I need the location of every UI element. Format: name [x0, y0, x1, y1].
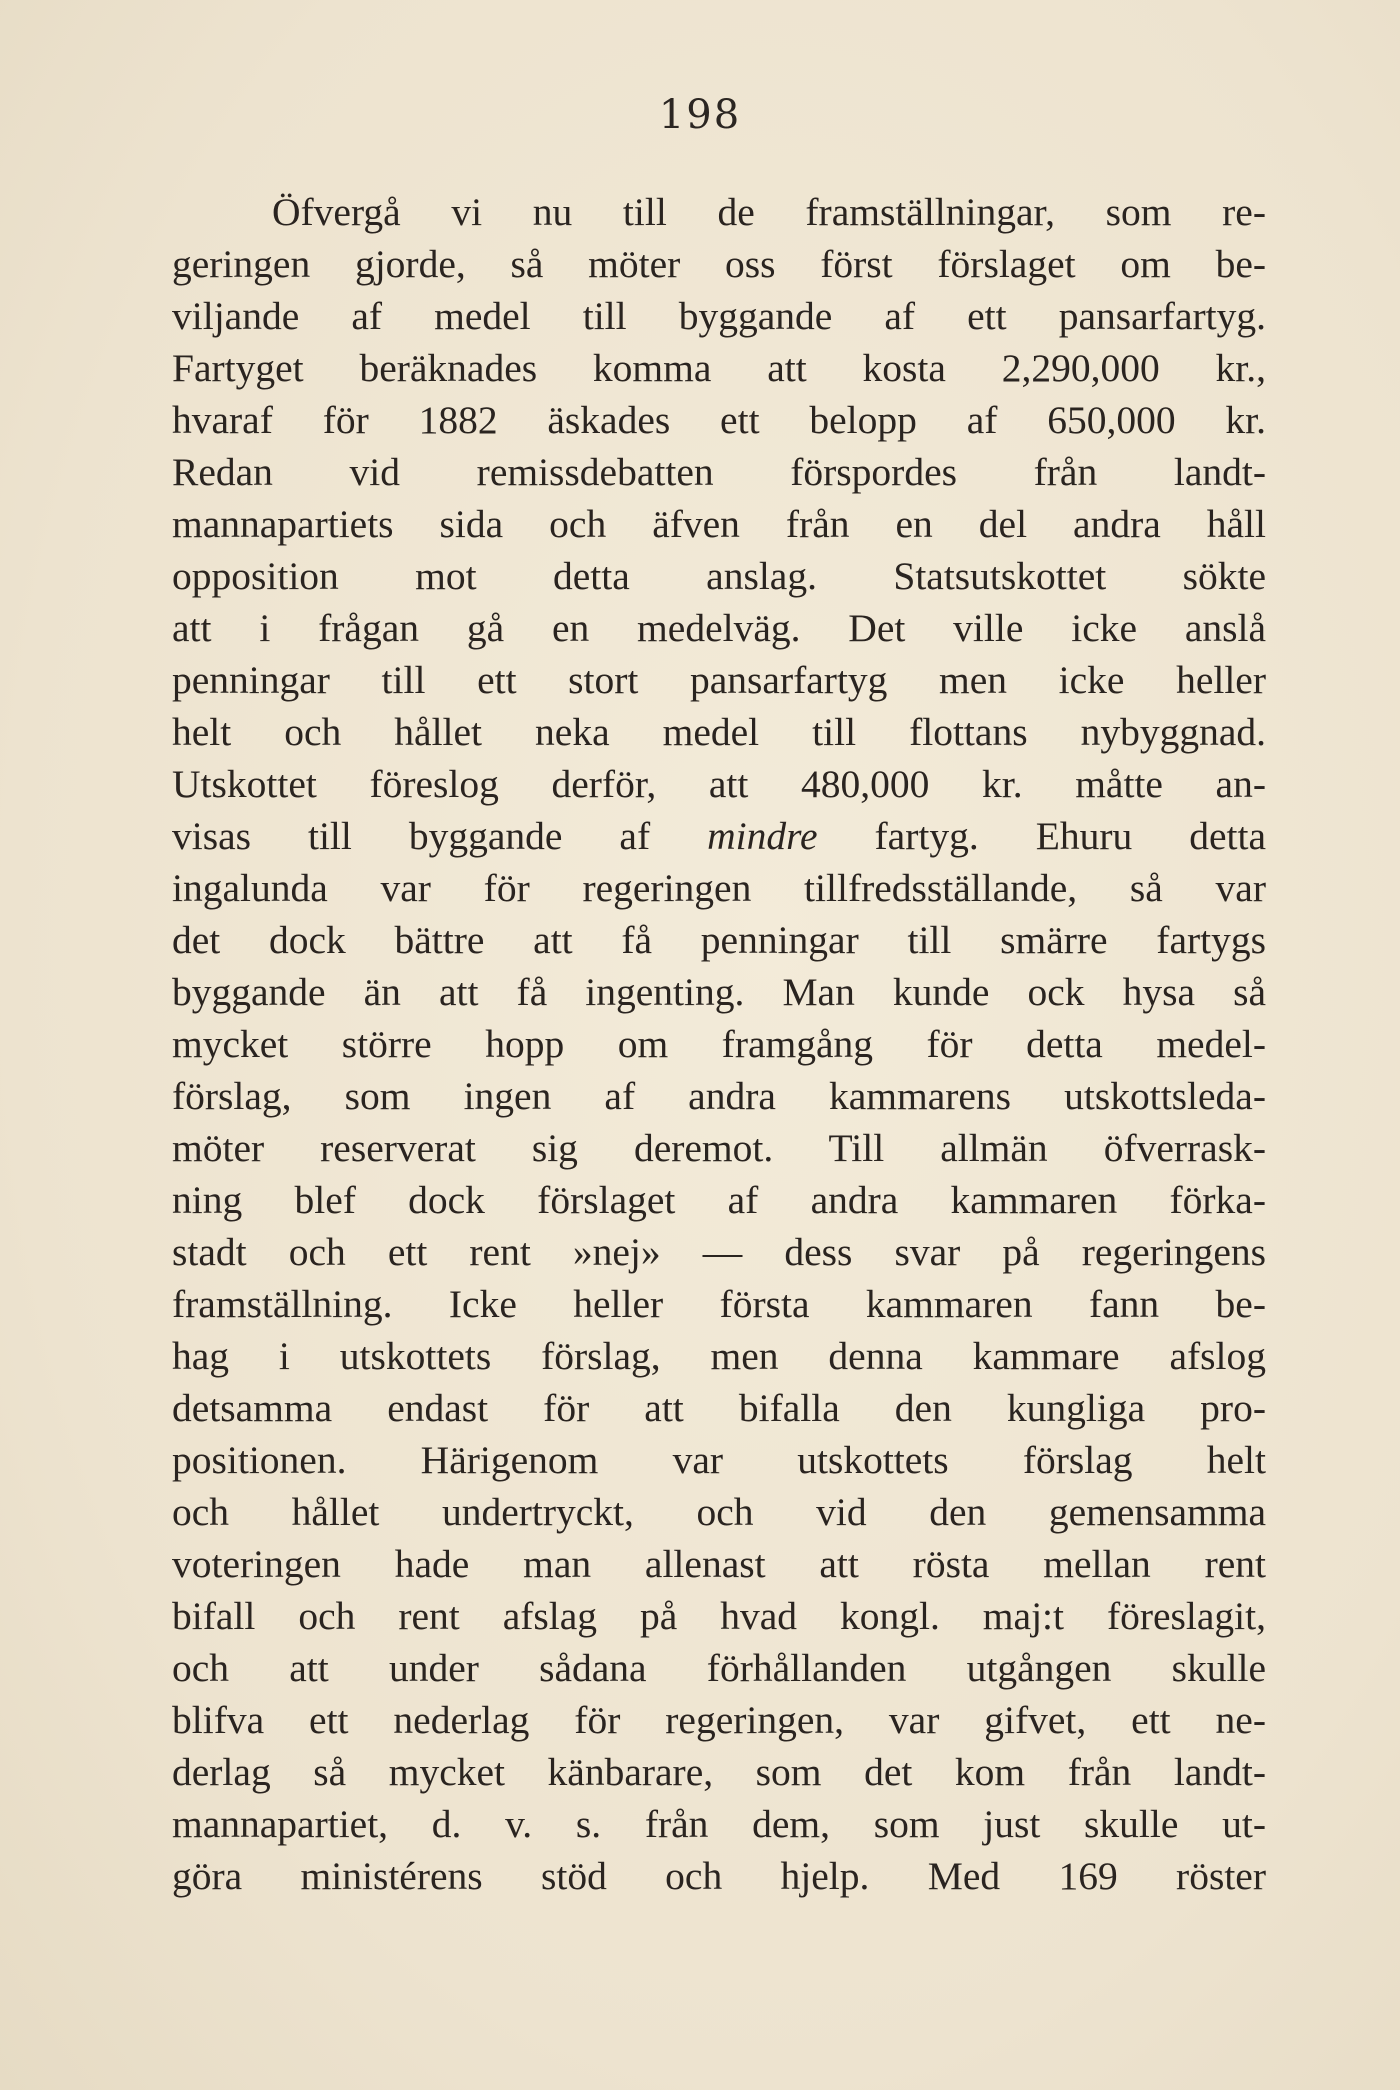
text-line: positionen. Härigenom var utskottets förslag helt: [172, 1438, 1266, 1482]
text-line: mannapartiet, d. v. s. från dem, som just skulle ut-: [172, 1802, 1266, 1846]
text-line: byggande än att få ingenting. Man kunde ock hysa så: [172, 970, 1266, 1014]
text-segment: visas till byggande af: [172, 814, 708, 858]
text-line: geringen gjorde, så möter oss först förslaget om be-: [172, 242, 1266, 286]
text-segment: fartyg. Ehuru detta: [817, 814, 1266, 858]
text-line: mannapartiets sida och äfven från en del andra håll: [172, 502, 1266, 546]
text-line: förslag, som ingen af andra kammarens utskottsleda-: [172, 1074, 1266, 1118]
text-line: penningar till ett stort pansarfartyg men icke heller: [172, 658, 1266, 702]
text-line: och att under sådana förhållanden utgången skulle: [172, 1646, 1266, 1690]
body-text: [172, 186, 1266, 1902]
text-line: derlag så mycket känbarare, som det kom från landt-: [172, 1750, 1266, 1794]
text-line: bifall och rent afslag på hvad kongl. maj:t föreslagit,: [172, 1594, 1266, 1638]
page-number: 198: [658, 92, 742, 138]
text-line: möter reserverat sig deremot. Till allmän öfverrask-: [172, 1126, 1266, 1170]
text-line: helt och hållet neka medel till flottans nybyggnad.: [172, 710, 1266, 754]
text-line: Utskottet föreslog derför, att 480,000 kr. måtte an-: [172, 762, 1266, 806]
text-line: göra ministérens stöd och hjelp. Med 169 röster: [172, 1854, 1266, 1898]
text-line: Fartyget beräknades komma att kosta 2,290,000 kr.,: [172, 346, 1266, 390]
text-line: hag i utskottets förslag, men denna kammare afslog: [172, 1334, 1266, 1378]
text-line: ning blef dock förslaget af andra kammaren förka-: [172, 1178, 1266, 1222]
text-line: blifva ett nederlag för regeringen, var gifvet, ett ne-: [172, 1698, 1266, 1742]
text-line: viljande af medel till byggande af ett pansarfartyg.: [172, 294, 1266, 338]
text-line: voteringen hade man allenast att rösta mellan rent: [172, 1542, 1266, 1586]
text-line: Redan vid remissdebatten förspordes från landt-: [172, 450, 1266, 494]
text-line-with-italic: [172, 810, 1266, 862]
text-line: det dock bättre att få penningar till smärre fartygs: [172, 918, 1266, 962]
italic-word: mindre: [707, 814, 818, 858]
text-line: framställning. Icke heller första kammaren fann be-: [172, 1282, 1266, 1326]
text-line: och hållet undertryckt, och vid den gemensamma: [172, 1490, 1266, 1534]
text-line: opposition mot detta anslag. Statsutskottet sökte: [172, 554, 1266, 598]
text-line: detsamma endast för att bifalla den kungliga pro-: [172, 1386, 1266, 1430]
text-line: stadt och ett rent »nej» — dess svar på regeringens: [172, 1230, 1266, 1274]
text-line: ingalunda var för regeringen tillfredsställande, så var: [172, 866, 1266, 910]
text-line: att i frågan gå en medelväg. Det ville icke anslå: [172, 606, 1266, 650]
text-line: Öfvergå vi nu till de framställningar, som re-: [272, 190, 1266, 234]
text-line: hvaraf för 1882 äskades ett belopp af 650,000 kr.: [172, 398, 1266, 442]
text-line: mycket större hopp om framgång för detta medel-: [172, 1022, 1266, 1066]
